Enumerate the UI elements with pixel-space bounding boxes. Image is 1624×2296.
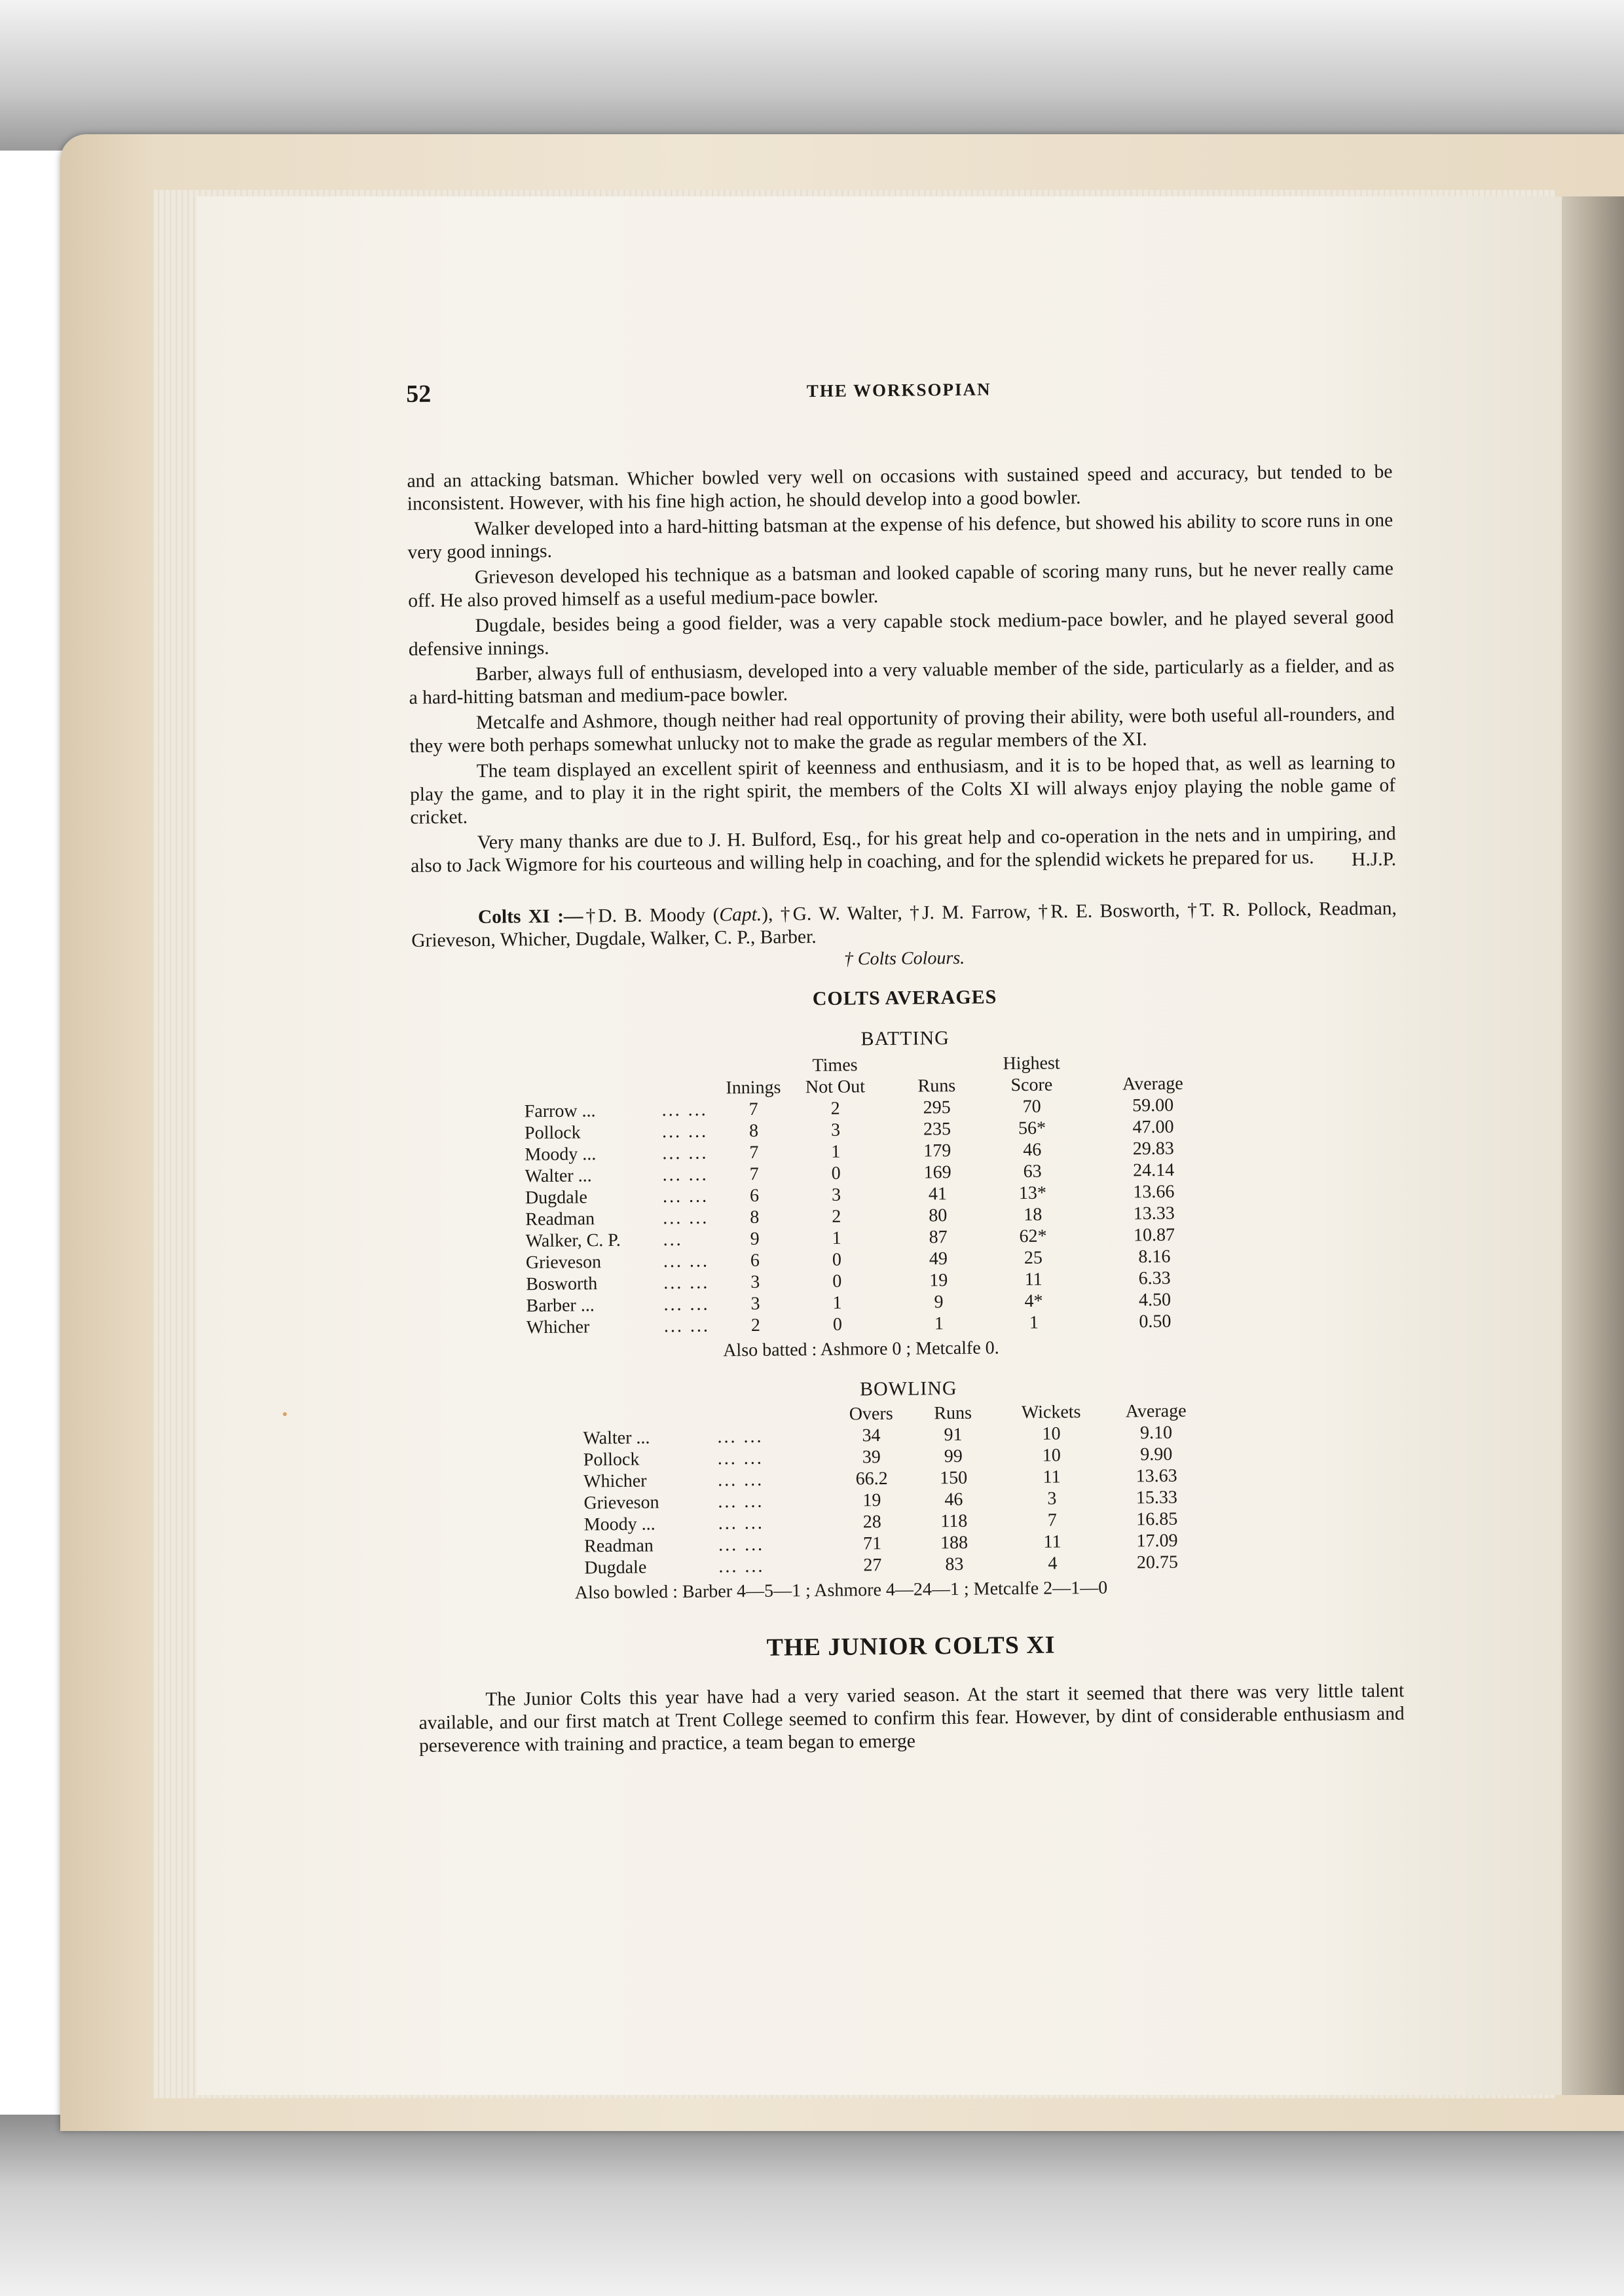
paragraph: The team displayed an excellent spirit of keenness and enthusiasm, and it is to be hoped that, as well as learning to play the game, and to play it in the right spirit, the members of the Colts XI will always enjoy playing the noble game of cricket. — [409, 752, 1396, 828]
table-row: Moody ... ... ... 28 118 7 16.85 — [583, 1508, 1178, 1535]
table-row: Pollock ... ... 39 99 10 9.90 — [583, 1444, 1173, 1470]
page-content — [406, 371, 1405, 1758]
batting-heading: BATTING — [860, 1027, 950, 1050]
header-runs: Runs — [934, 1402, 972, 1424]
junior-colts-paragraph: The Junior Colts this year have had a very varied season. At the start it seemed that there was very little talent available, and our first match at Trent College seemed to confirm this fear. However, by dint of considerable enthusiasm and perseverence with training and practice, a team began to emerge — [418, 1680, 1405, 1757]
table-row: Grieveson ... ... 6 0 49 25 8.16 — [525, 1246, 1171, 1273]
header-average: Average — [1125, 1400, 1187, 1422]
also-batted: Also batted : Ashmore 0 ; Metcalfe 0. — [723, 1338, 999, 1361]
header-highest: Highest Score — [1003, 1053, 1060, 1096]
paragraph: Metcalfe and Ashmore, though neither had real opportunity of proving their ability, were both useful all-rounders, and they were both perhaps somewhat unlucky not to make the grade as regular members of the XI. — [409, 703, 1395, 757]
averages-heading: COLTS AVERAGES — [812, 986, 997, 1010]
page-number: 52 — [406, 380, 432, 408]
batting-table — [524, 1051, 1234, 1338]
bowling-table — [583, 1400, 1209, 1578]
team-list-members: ), †G. W. Walter, †J. M. Farrow, †R. E. Bosworth, †T. R. Pollock, Readman, Grieveson, Whicher, Dugdale, Walker, C. P., Barber. — [411, 898, 1397, 951]
scan-shadow-bottom — [0, 2115, 1624, 2296]
table-row: Readman ... ... 71 188 11 17.09 — [583, 1530, 1178, 1557]
table-row: Grieveson ... ... 19 46 3 15.33 — [583, 1487, 1178, 1514]
scan-shadow-top — [0, 0, 1624, 151]
table-row: Walker, C. P. ... 9 1 87 62* 10.87 — [525, 1224, 1175, 1252]
paragraph: Walker developed into a hard-hitting batsman at the expense of his defence, but showed his ability to score runs in one very good innings. — [407, 509, 1393, 563]
table-row: Readman ... ... 8 2 80 18 13.33 — [525, 1203, 1175, 1230]
table-row: Barber ... ... ... 3 1 9 4* 4.50 — [526, 1289, 1172, 1317]
header-average: Average — [1122, 1073, 1183, 1095]
paragraph: Very many thanks are due to J. H. Bulford, Esq., for his great help and co-operation in the nets and in umpiring, and also to Jack Wigmore for his courteous and willing help in coaching, and for the splendid wickets he prepared for us. — [410, 823, 1396, 877]
table-row: Dugdale ... ... 27 83 4 20.75 — [584, 1552, 1179, 1578]
table-row: Walter ... ... ... 34 91 10 9.10 — [583, 1422, 1173, 1449]
paragraph: Barber, always full of enthusiasm, developed into a very valuable member of the side, particularly as a fielder, and as a hard-hitting batsman and medium-pace bowler. — [409, 655, 1395, 708]
paragraph: Grieveson developed his technique as a batsman and looked capable of scoring many runs, but he never really came off. He also proved himself as a useful medium-pace bowler. — [408, 558, 1393, 611]
header-not-out: Times Not Out — [805, 1055, 866, 1098]
table-row: Whicher ... ... 2 0 1 1 0.50 — [526, 1311, 1172, 1338]
table-row: Farrow ... ... ... 7 2 295 70 59.00 — [524, 1095, 1174, 1122]
team-list-captain-prefix: †D. B. Moody ( — [583, 904, 720, 927]
author-initials: H.J.P. — [1351, 848, 1397, 871]
header-wickets: Wickets — [1021, 1402, 1081, 1423]
header-innings: Innings — [726, 1077, 781, 1099]
also-bowled: Also bowled : Barber 4—5—1 ; Ashmore 4—24—1 ; Metcalfe 2—1—0 — [574, 1577, 1108, 1603]
table-row: Pollock ... ... 8 3 235 56* 47.00 — [524, 1116, 1174, 1144]
table-row: Bosworth ... ... 3 0 19 11 6.33 — [526, 1267, 1171, 1295]
team-list-lead: Colts XI :— — [477, 905, 583, 928]
report-body — [407, 461, 1396, 881]
margin-mark — [283, 1412, 287, 1416]
book-gutter — [1562, 196, 1624, 2095]
table-row: Moody ... ... ... 7 1 179 46 29.83 — [525, 1138, 1174, 1165]
captain-marker: Capt. — [719, 903, 762, 926]
table-row: Dugdale ... ... 6 3 41 13* 13.66 — [525, 1181, 1175, 1209]
table-row: Whicher ... ... 66.2 150 11 13.63 — [583, 1465, 1177, 1492]
colours-note: † Colts Colours. — [843, 947, 965, 970]
header-runs: Runs — [917, 1075, 956, 1097]
header-overs: Overs — [849, 1403, 893, 1425]
paragraph: and an attacking batsman. Whicher bowled very well on occasions with sustained speed and accuracy, but tended to be inconsistent. However, with his fine high action, he should develop into a good bowler. — [407, 461, 1393, 515]
running-title: THE WORKSOPIAN — [806, 379, 991, 401]
paragraph: Dugdale, besides being a good fielder, was a very capable stock medium-pace bowler, and he played several good defensive innings. — [408, 606, 1394, 660]
junior-colts-heading: THE JUNIOR COLTS XI — [766, 1631, 1056, 1662]
table-row: Walter ... ... ... 7 0 169 63 24.14 — [525, 1159, 1175, 1187]
bowling-heading: BOWLING — [859, 1377, 957, 1400]
